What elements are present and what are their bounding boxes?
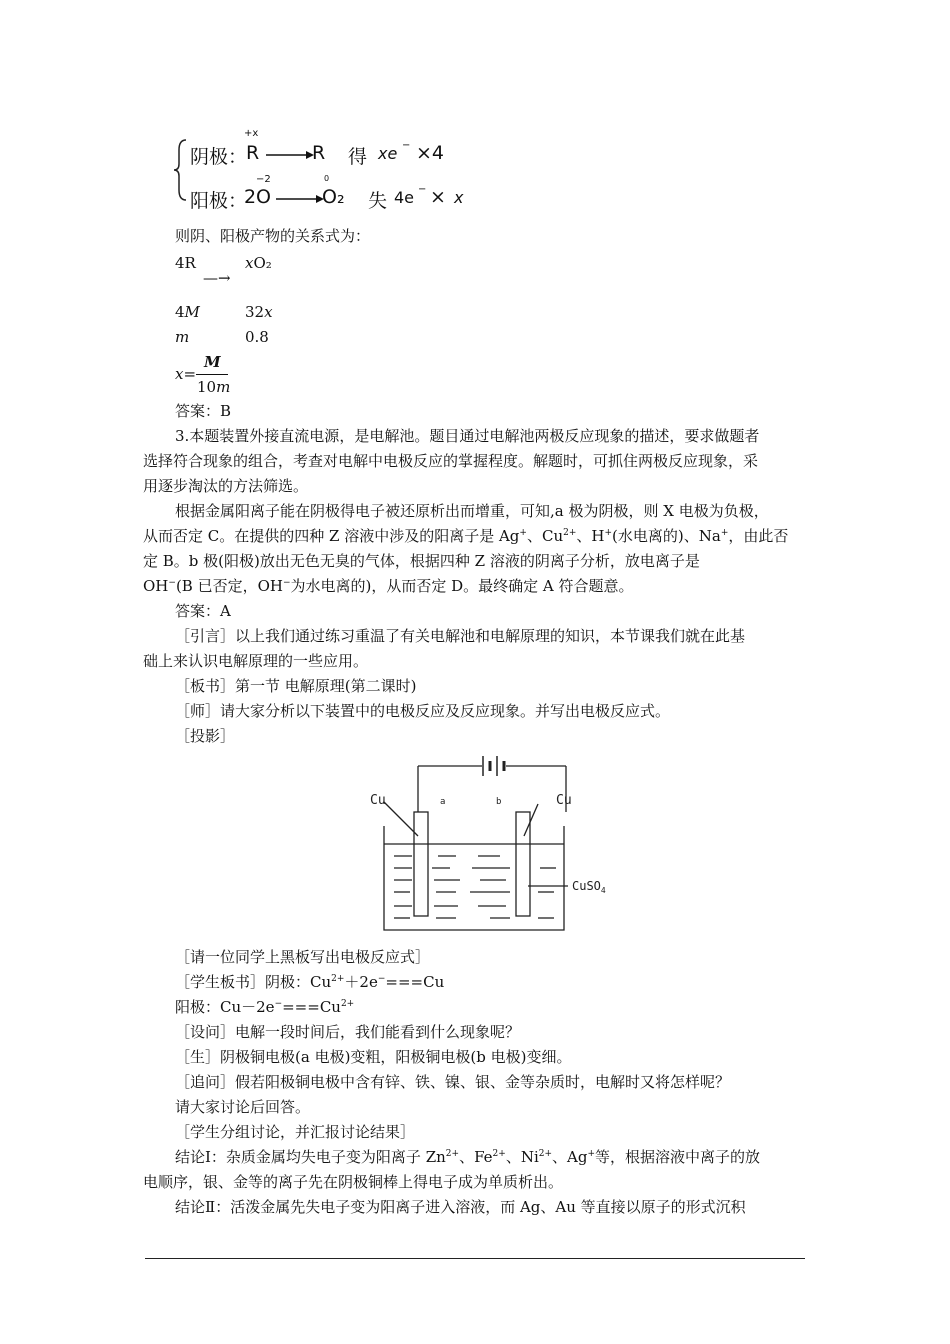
student-answer: ［生］阴极铜电极(a 电极)变粗，阳极铜电极(b 电极)变细。 <box>175 1048 572 1066</box>
intro-line1: ［引言］以上我们通过练习重温了有关电解池和电解原理的知识，本节课我们就在此基 <box>175 627 746 645</box>
electrode-a-label: a <box>440 797 446 807</box>
p4-line1: 根据金属阳离子能在阴极得电子被还原析出而增重，可知,a 极为阴极，则 X 电极为负极， <box>175 502 769 520</box>
cathode-electrons: xe <box>378 144 398 163</box>
intro-line2: 础上来认识电解原理的一些应用。 <box>143 652 369 670</box>
group-discussion: ［学生分组讨论，并汇报讨论结果］ <box>175 1123 416 1141</box>
conclusion-2: 结论Ⅱ：活泼金属先失电子变为阳离子进入溶液，而 Ag、Au 等直接以原子的形式沉积 <box>175 1198 746 1216</box>
anode-coefficient: 2 <box>244 186 257 208</box>
answer-1: 答案：B <box>175 402 232 420</box>
relation-r3-right: 0.8 <box>245 328 269 346</box>
relation-intro: 则阴、阳极产物的关系式为： <box>175 227 371 245</box>
anode-multiplier: × <box>430 186 446 208</box>
p4-line4: OH−(B 已否定，OH−为水电离的)，从而否定 D。最终确定 A 符合题意。 <box>143 577 634 595</box>
relation-arrow: —→ <box>203 269 231 287</box>
discuss-prompt: 请大家讨论后回答。 <box>175 1098 311 1116</box>
p3-line2: 选择符合现象的组合，考查对电解中电极反应的掌握程度。解题时，可抓住两极反应现象，采 <box>143 452 759 470</box>
right-electrode-label: Cu <box>556 793 572 808</box>
fraction-lhs: x= <box>175 365 197 383</box>
anode-electrons: 4e <box>394 188 415 207</box>
cathode-product: R <box>312 142 326 164</box>
relation-r3-left: m <box>175 328 190 346</box>
p4-line3: 定 B。b 极(阳极)放出无色无臭的气体，根据四种 Z 溶液的阴离子分析，放电离子是 <box>143 552 700 570</box>
p4-line2: 从而否定 C。在提供的四种 Z 溶液中涉及的阳离子是 Ag+、$Cu^{2+}$、H+(水电离的)、Na+，由此否 <box>143 527 789 545</box>
teacher-prompt: ［师］请大家分析以下装置中的电极反应及反应现象。并写出电极反应式。 <box>175 702 671 720</box>
answer-2: 答案：A <box>175 602 231 620</box>
electrode-b-label: b <box>496 797 502 807</box>
relation-r1-right: xO₂ <box>245 254 272 272</box>
solution-label: CuSO$_4$ <box>572 879 606 895</box>
fraction-numerator: M <box>204 353 221 371</box>
relation-r2-left: 4M <box>175 303 200 321</box>
board-title: ［板书］第一节 电解原理(第二课时) <box>175 677 417 695</box>
anode-label: 阳极： <box>190 190 248 212</box>
arrow-icon <box>266 150 314 160</box>
cathode-electron-charge: − <box>402 140 411 151</box>
anode-lose: 失 <box>368 190 388 212</box>
anode-x: x <box>454 188 464 207</box>
conclusion-1-line1: 结论Ⅰ：杂质金属均失电子变为阳离子 $Zn^{2+}$、$Fe^{2+}$、$Ni^{2+}$、Ag+等，根据溶液中离子的放 <box>175 1148 761 1166</box>
cathode-gain: 得 <box>348 146 368 168</box>
relation-r1-left: 4R <box>175 254 196 272</box>
anode-reactant: O <box>256 186 271 208</box>
p3-line1: 3.本题装置外接直流电源，是电解池。题目通过电解池两极反应现象的描述，要求做题者 <box>175 427 760 445</box>
electrolysis-cell-diagram <box>360 752 640 942</box>
fraction-denominator: 10m <box>197 378 231 396</box>
cathode-reactant: R <box>246 142 260 164</box>
student-board-anode: 阳极：$Cu-2e^-===Cu^{2+}$ <box>175 998 355 1016</box>
footer-rule <box>145 1258 805 1259</box>
projection-label: ［投影］ <box>175 727 236 745</box>
cathode-charge: +x <box>244 128 259 139</box>
anode-oxidation-zero: 0 <box>324 174 330 183</box>
question-1: ［设问］电解一段时间后，我们能看到什么现象呢？ <box>175 1023 521 1041</box>
cathode-label: 阴极： <box>190 146 248 168</box>
p3-line3: 用逐步淘汰的方法筛选。 <box>143 477 309 495</box>
student-board-cathode: ［学生板书］阴极：$Cu^{2+}+2e^-===Cu$ <box>175 973 445 991</box>
relation-r2-right: 32x <box>245 303 273 321</box>
anode-electron-charge: − <box>418 184 427 195</box>
invite-line: ［请一位同学上黑板写出电极反应式］ <box>175 948 431 966</box>
electrode-equations <box>172 128 502 212</box>
left-electrode-label: Cu <box>370 793 386 808</box>
brace-icon <box>172 128 192 212</box>
cathode-multiplier: ×4 <box>416 142 445 164</box>
anode-charge: −2 <box>256 174 271 185</box>
conclusion-1-line2: 电顺序，银、金等的离子先在阴极铜棒上得电子成为单质析出。 <box>143 1173 564 1191</box>
anode-product: O₂ <box>322 186 345 208</box>
fraction-bar <box>196 374 228 375</box>
followup-question: ［追问］假若阳极铜电极中含有锌、铁、镍、银、金等杂质时，电解时又将怎样呢？ <box>175 1073 731 1091</box>
arrow-icon <box>276 194 324 204</box>
